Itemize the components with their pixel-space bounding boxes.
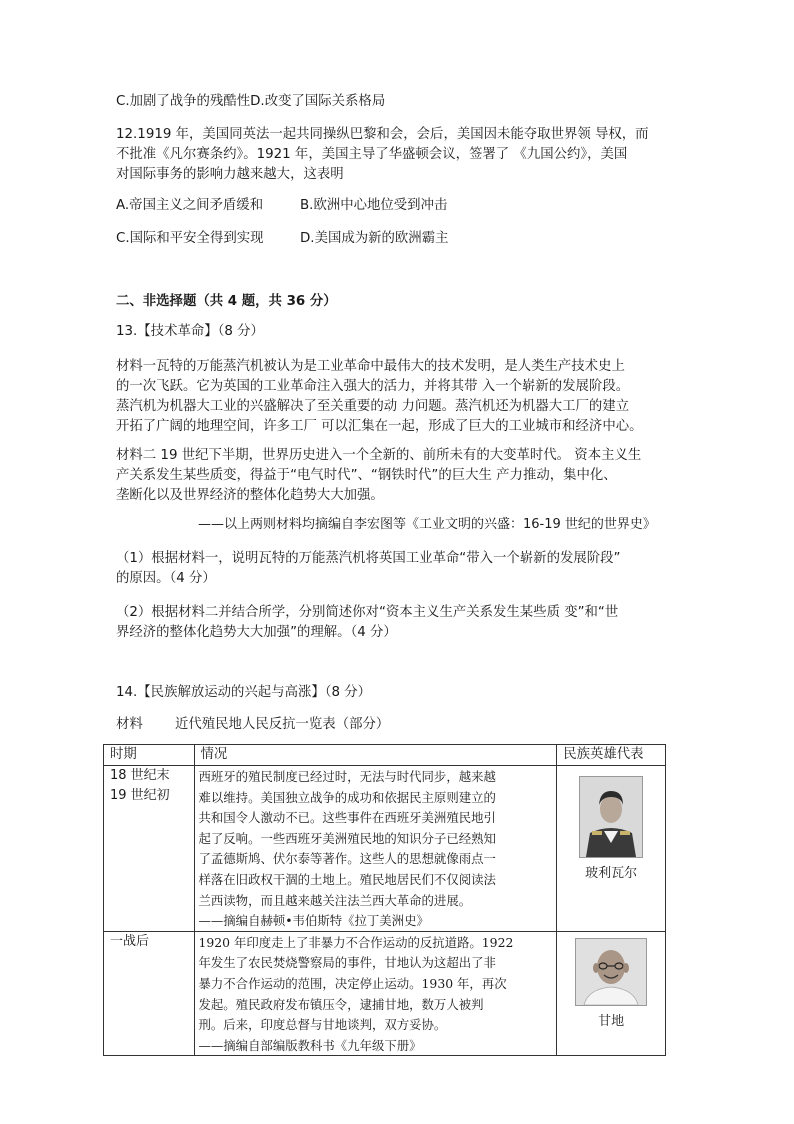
q14-material-label: 材料 [116,717,143,732]
situation-line: ——摘编自赫顿•韦伯斯特《拉丁美洲史》 [198,913,429,929]
table-row [104,766,666,932]
bolivar-portrait-icon [579,776,643,858]
q12-stem-line: 对国际事务的影响力越来越大，这表明 [116,167,344,182]
q13-material2-line: 垄断化以及世界经济的整体化趋势大大加强。 [116,488,384,503]
q13-source: ——以上两则材料均摘编自李宏图等《工业文明的兴盛：16-19 世纪的世界史》 [198,517,656,532]
table-header-cell: 情况 [194,745,557,766]
q13-material1-line: 的一次飞跃。它为英国的工业革命注入强大的活力，并将其带 入一个崭新的发展阶段。 [116,379,630,394]
q12-stem-line: 不批准《凡尔赛条约》。1921 年，美国主导了华盛顿会议，签署了 《九国公约》，美国 [116,147,628,162]
situation-line: 起了反响。一些西班牙美洲殖民地的知识分子已经熟知 [198,830,496,846]
q13-material2-line: 产关系发生某些质变，得益于“电气时代”、“钢铁时代”的巨大生 产力推动，集中化、 [116,468,617,483]
q13-sub2-line: （2）根据材料二并结合所学，分别简述你对“资本主义生产关系发生某些质 变”和“世 [116,605,619,620]
q13-material1-line: 材料一瓦特的万能蒸汽机被认为是工业革命中最伟大的技术发明，是人类生产技术史上 [116,359,625,374]
situation-line: ——摘编自部编版教科书《九年级下册》 [198,1037,422,1053]
q12-option-d: D.美国成为新的欧洲霸主 [300,231,449,246]
table-header-row [104,745,666,766]
period-cell [104,931,195,1056]
gandhi-portrait-icon [575,938,647,1006]
hero-name: 玻利瓦尔 [585,866,638,881]
period-line: 19 世纪初 [110,787,170,803]
situation-line: 共和国令人激动不已。这些事件在西班牙美洲殖民地引 [198,810,496,826]
situation-cell [194,766,557,932]
q12-option-a: A.帝国主义之间矛盾缓和 [116,198,264,213]
table-row [104,931,666,1056]
period-line: 一战后 [110,933,150,949]
situation-line: 1920 年印度走上了非暴力不合作运动的反抗道路。1922 [198,934,514,950]
q13-sub1-line: （1）根据材料一，说明瓦特的万能蒸汽机将英国工业革命“带入一个崭新的发展阶段” [116,551,621,566]
situation-line: 西班牙的殖民制度已经过时，无法与时代同步，越来越 [198,769,496,784]
situation-line: 年发生了农民焚烧警察局的事件，甘地认为这超出了非 [198,955,496,971]
table-header-cell: 时期 [104,745,195,766]
situation-line: 发起。殖民政府发布镇压令，逮捕甘地，数万人被判 [198,996,484,1012]
q13-title: 13.【技术革命】（8 分） [116,324,264,339]
situation-line: 兰西读物，而且越来越关注法兰西大革命的进展。 [198,892,472,908]
q14-table-caption: 近代殖民地人民反抗一览表（部分） [175,717,390,732]
situation-line: 样落在旧政权干涸的土地上。殖民地居民们不仅阅读法 [198,871,496,887]
period-line: 18 世纪末 [110,768,170,783]
q12-stem-line: 12.1919 年，美国同英法一起共同操纵巴黎和会，会后，美国因未能夺取世界领 导权，而 [116,127,649,142]
table-header-cell: 民族英雄代表 [557,745,666,766]
situation-line: 暴力不合作运动的范围，决定停止运动。1930 年，再次 [198,975,507,991]
situation-cell [194,931,557,1056]
hero-cell [557,931,666,1056]
q13-material1-line: 蒸汽机为机器大工业的兴盛解决了至关重要的动 力问题。蒸汽机还为机器大工厂的建立 [116,399,630,414]
q12-option-c: C.国际和平安全得到实现 [116,231,264,246]
situation-line: 了孟德斯鸠、伏尔泰等著作。这些人的思想就像雨点一 [198,851,496,867]
section-heading: 二、非选择题（共 4 题，共 36 分） [116,294,337,309]
q13-material2-line: 材料二 19 世纪下半期，世界历史进入一个全新的、前所未有的大变革时代。 资本主义生 [116,448,642,463]
q13-material1-line: 开拓了广阔的地理空间，许多工厂 可以汇集在一起，形成了巨大的工业城市和经济中心。 [116,419,643,434]
period-cell [104,766,195,932]
q14-title: 14.【民族解放运动的兴起与高涨】（8 分） [116,685,372,700]
resistance-table [103,744,666,1056]
q13-sub2-line: 界经济的整体化趋势大大加强”的理解。（4 分） [116,625,397,640]
hero-cell [557,766,666,932]
q12-option-b: B.欧洲中心地位受到冲击 [300,198,448,213]
q11-options-cd: C.加剧了战争的残酷性D.改变了国际关系格局 [116,94,386,109]
situation-line: 刑。后来，印度总督与甘地谈判，双方妥协。 [198,1017,447,1033]
q13-sub1-line: 的原因。（4 分） [116,571,216,586]
hero-name: 甘地 [598,1013,625,1029]
situation-line: 难以维持。美国独立战争的成功和依据民主原则建立的 [198,789,496,805]
